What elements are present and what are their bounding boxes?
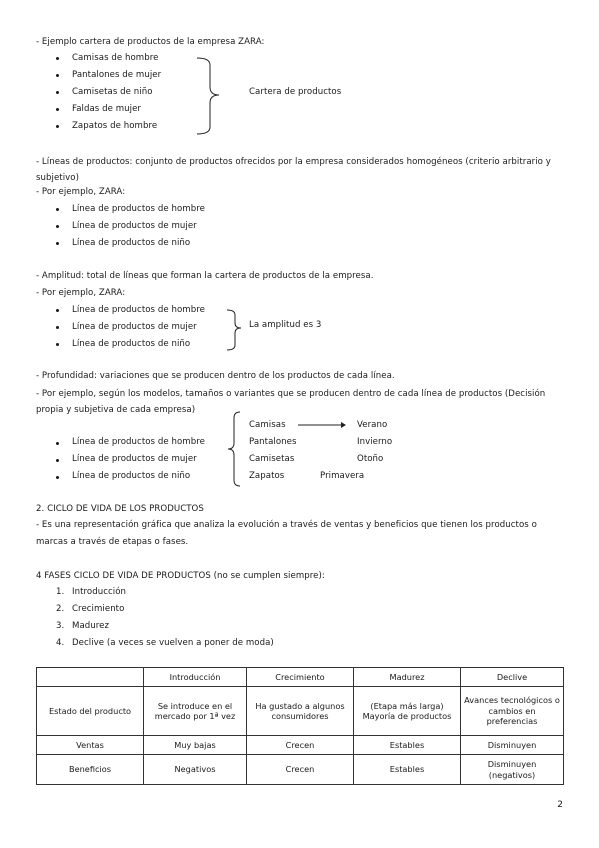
depth-definition: - Profundidad: variaciones que se producen dentro de los productos de cada línea. [36,371,395,381]
table-header-row [37,668,564,687]
table-row [37,736,564,755]
portfolio-item: Zapatos de hombre [72,121,158,131]
bullet [56,125,59,128]
breadth-brace [226,309,250,351]
table-header-cell: Madurez [354,668,461,687]
phase-item: Madurez [72,621,110,631]
page-number: 2 [557,800,563,810]
depth-season: Invierno [357,437,393,447]
table-row [37,755,564,785]
phase-item: Crecimiento [72,604,125,614]
breadth-example: - Por ejemplo, ZARA: [36,288,126,298]
bullet [56,225,59,228]
table-cell: Beneficios [37,755,144,785]
portfolio-item: Camisas de hombre [72,53,159,63]
breadth-definition: - Amplitud: total de líneas que forman la cartera de productos de la empresa. [36,271,374,281]
line-item: Línea de productos de mujer [72,221,197,231]
breadth-item: Línea de productos de mujer [72,322,197,332]
table-cell: Negativos [144,755,247,785]
lifecycle-table [36,667,564,785]
bullet [56,442,59,445]
table-header-cell [37,668,144,687]
phase-number: 1. [56,587,65,597]
section-heading: 2. CICLO DE VIDA DE LOS PRODUCTOS [36,504,204,514]
line-item: Línea de productos de niño [72,238,191,248]
line-item: Línea de productos de hombre [72,204,205,214]
phase-number: 4. [56,638,65,648]
bullet [56,108,59,111]
depth-season: Verano [357,420,388,430]
depth-item: Línea de productos de hombre [72,437,205,447]
bullet [56,57,59,60]
depth-product: Camisas [249,420,286,430]
lifecycle-definition: - Es una representación gráfica que analiza la evolución a través de ventas y beneficios que tienen los productos o marcas a través de etapas o fases. [36,520,537,547]
portfolio-brace [195,57,225,135]
table-header-cell: Declive [461,668,564,687]
portfolio-intro: - Ejemplo cartera de productos de la empresa ZARA: [36,37,265,47]
table-cell: Estables [354,736,461,755]
bullet [56,91,59,94]
portfolio-label: Cartera de productos [249,87,342,97]
table-header-cell: Introducción [144,668,247,687]
table-cell: Crecen [247,736,354,755]
bullet [56,242,59,245]
depth-brace [226,411,246,487]
phase-item: Declive (a veces se vuelven a poner de moda) [72,638,274,648]
table-cell: Estado del producto [37,687,144,736]
table-cell: Disminuyen (negativos) [461,755,564,785]
table-cell: Disminuyen [461,736,564,755]
table-cell: Crecen [247,755,354,785]
depth-item: Línea de productos de niño [72,471,191,481]
phase-item: Introducción [72,587,126,597]
depth-product: Camisetas [249,454,295,464]
table-cell: Avances tecnológicos o cambios en preferencias [461,687,564,736]
bullet [56,309,59,312]
portfolio-item: Faldas de mujer [72,104,141,114]
breadth-label: La amplitud es 3 [249,320,322,330]
portfolio-item: Camisetas de niño [72,87,153,97]
phases-title: 4 FASES CICLO DE VIDA DE PRODUCTOS (no se cumplen siempre): [36,571,325,581]
table-row [37,687,564,736]
depth-example: - Por ejemplo, según los modelos, tamaños o variantes que se producen dentro de cada línea de productos (Decisión propia y subjetiva de cada empresa) [36,389,546,415]
table-cell: (Etapa más larga) Mayoría de productos [354,687,461,736]
bullet [56,343,59,346]
bullet [56,208,59,211]
breadth-item: Línea de productos de hombre [72,305,205,315]
breadth-item: Línea de productos de niño [72,339,191,349]
phase-number: 3. [56,621,65,631]
portfolio-item: Pantalones de mujer [72,70,162,80]
depth-season: Otoño [357,454,384,464]
arrow-icon [298,421,348,429]
bullet [56,476,59,479]
table-cell: Muy bajas [144,736,247,755]
table-header-cell: Crecimiento [247,668,354,687]
bullet [56,74,59,77]
table-cell: Ventas [37,736,144,755]
depth-item: Línea de productos de mujer [72,454,197,464]
phase-number: 2. [56,604,65,614]
lines-example: - Por ejemplo, ZARA: [36,187,126,197]
bullet [56,326,59,329]
depth-product: Zapatos [249,471,285,481]
table-cell: Ha gustado a algunos consumidores [247,687,354,736]
bullet [56,459,59,462]
table-cell: Se introduce en el mercado por 1ª vez [144,687,247,736]
depth-product: Pantalones [249,437,297,447]
depth-season: Primavera [320,471,365,481]
lines-definition: - Líneas de productos: conjunto de productos ofrecidos por la empresa considerados homogéneos (criterio arbitrario y subjetivo) [36,157,551,183]
table-cell: Estables [354,755,461,785]
